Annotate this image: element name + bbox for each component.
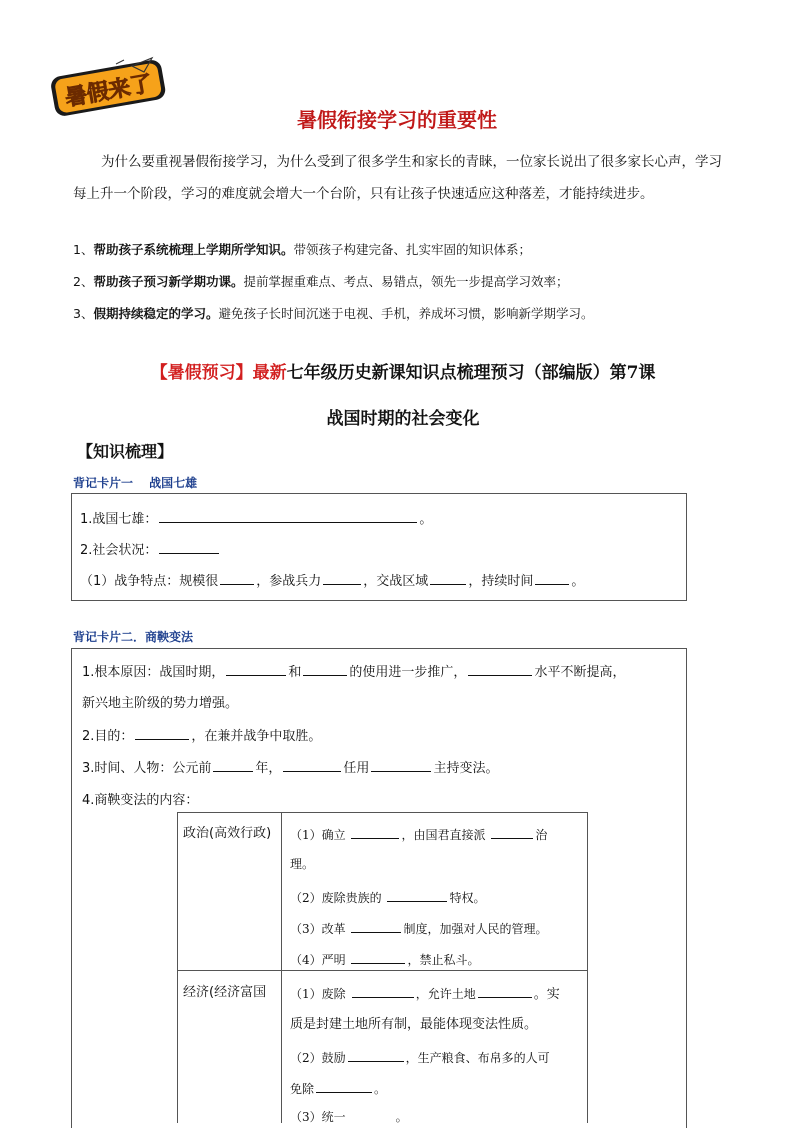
economy-label: 经济(经济富国 xyxy=(183,985,267,1000)
economy-item1: （1）废除 ，允许土地 。实 xyxy=(290,983,560,1002)
point-3: 3、假期持续稳定的学习。避免孩子长时间沉迷于电视、手机，养成坏习惯，影响新学期学习。 xyxy=(73,306,594,321)
politics-label: 政治(高效行政) xyxy=(183,826,272,841)
logo-text: 暑假来了 xyxy=(63,71,155,112)
economy-item3: （3）统一 。 xyxy=(290,1110,408,1124)
economy-item2b: 免除 。 xyxy=(290,1078,386,1097)
card2-line4: 4.商鞅变法的内容： xyxy=(82,793,199,808)
table-top-border xyxy=(177,812,587,813)
point-2: 2、帮助孩子预习新学期功课。提前掌握重难点、考点、易错点，领先一步提高学习效率； xyxy=(73,274,569,289)
politics-item1: （1）确立 ，由国君直接派 治 xyxy=(290,824,547,843)
intro-text: 为什么要重视暑假衔接学习，为什么受到了很多学生和家长的青睐，一位家长说出了很多家长心声，学习每上升一个阶段，学习的难度就会增大一个台阶，只有让孩子快速适应这种落差，才能持续进步。 xyxy=(73,154,722,202)
table-left-border xyxy=(177,812,178,1123)
card2-line1b: 新兴地主阶级的势力增强。 xyxy=(82,696,239,711)
card2-line3: 3.时间、人物：公元前 年， 任用 主持变法。 xyxy=(82,757,498,776)
economy-item1b: 质是封建土地所有制，最能体现变法性质。 xyxy=(290,1017,538,1032)
page-title: 暑假衔接学习的重要性 xyxy=(297,108,497,132)
card1-line1: 1.战国七雄： 。 xyxy=(80,508,432,527)
table-row-divider xyxy=(177,970,587,971)
table-col-divider xyxy=(281,812,282,1123)
card1-label: 背记卡片一 战国七雄 xyxy=(73,476,198,490)
card1-line3: （1）战争特点：规模很 ，参战兵力 ，交战区域 ，持续时间 。 xyxy=(80,570,584,589)
lesson-title: 【暑假预习】最新七年级历史新课知识点梳理预习（部编版）第7课 战国时期的社会变化 xyxy=(150,363,656,429)
politics-item4: （4）严明 ，禁止私斗。 xyxy=(290,949,479,968)
table-right-border xyxy=(587,812,588,1123)
card2-line1: 1.根本原因：战国时期， 和 的使用进一步推广， 水平不断提高， xyxy=(82,661,625,680)
economy-item2: （2）鼓励 ，生产粮食、布帛多的人可 xyxy=(290,1047,550,1066)
intro-paragraph xyxy=(73,146,723,210)
card1-line2: 2.社会状况： xyxy=(80,539,221,558)
politics-item2: （2）废除贵族的 特权。 xyxy=(290,887,485,906)
politics-item1b: 理。 xyxy=(290,857,315,871)
section-title: 【知识梳理】 xyxy=(77,442,174,461)
card2-line2: 2.目的： ，在兼并战争中取胜。 xyxy=(82,725,321,744)
point-1: 1、帮助孩子系统梳理上学期所学知识。带领孩子构建完备、扎实牢固的知识体系； xyxy=(73,242,531,257)
politics-item3: （3）改革 制度，加强对人民的管理。 xyxy=(290,918,547,937)
card2-label: 背记卡片二．商鞅变法 xyxy=(73,630,194,644)
